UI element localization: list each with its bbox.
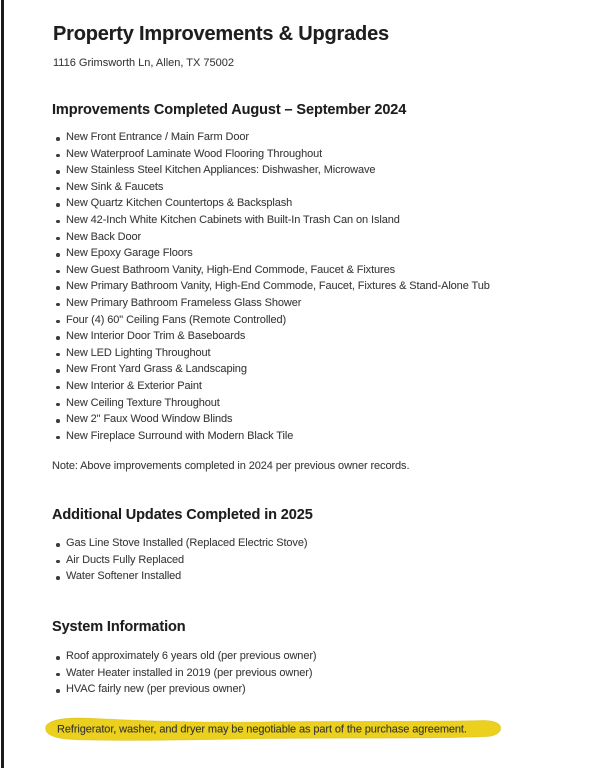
list-item: New Guest Bathroom Vanity, High-End Commode, Faucet & Fixtures [52,262,490,279]
list-item: New Back Door [52,229,490,246]
list-item: Air Ducts Fully Replaced [52,552,307,569]
property-address: 1116 Grimsworth Ln, Allen, TX 75002 [53,57,234,69]
list-item: New Stainless Steel Kitchen Appliances: Dishwasher, Microwave [52,162,490,179]
list-item: New Ceiling Texture Throughout [52,395,490,412]
list-item: New Primary Bathroom Vanity, High-End Commode, Faucet, Fixtures & Stand-Alone Tub [52,278,490,295]
list-item: New Quartz Kitchen Countertops & Backsplash [52,195,490,212]
list-item: Roof approximately 6 years old (per previous owner) [52,648,316,665]
system-information-list [52,648,316,698]
document-title: Property Improvements & Upgrades [53,23,389,45]
list-item: New Interior Door Trim & Baseboards [52,328,490,345]
list-item: New Front Yard Grass & Landscaping [52,361,490,378]
scan-page-edge-line [1,0,4,768]
section-heading-improvements-2024: Improvements Completed August – September 2024 [52,102,407,118]
list-item: New Interior & Exterior Paint [52,378,490,395]
list-item: New Fireplace Surround with Modern Black Tile [52,428,490,445]
list-item: Four (4) 60" Ceiling Fans (Remote Controlled) [52,312,490,329]
section-heading-updates-2025: Additional Updates Completed in 2025 [52,507,313,523]
list-item: Water Softener Installed [52,568,307,585]
updates-2025-list [52,535,307,585]
highlighted-note [40,715,506,743]
list-item: New Waterproof Laminate Wood Flooring Throughout [52,146,490,163]
list-item: Water Heater installed in 2019 (per previous owner) [52,665,316,682]
list-item: New 42-Inch White Kitchen Cabinets with Built-In Trash Can on Island [52,212,490,229]
list-item: New LED Lighting Throughout [52,345,490,362]
list-item: New Sink & Faucets [52,179,490,196]
list-item: New Front Entrance / Main Farm Door [52,129,490,146]
owner-records-note: Note: Above improvements completed in 2024 per previous owner records. [52,460,410,472]
section-heading-system-information: System Information [52,619,186,635]
improvements-2024-list [52,129,490,444]
list-item: Gas Line Stove Installed (Replaced Electric Stove) [52,535,307,552]
list-item: New Primary Bathroom Frameless Glass Shower [52,295,490,312]
highlight-text: Refrigerator, washer, and dryer may be negotiable as part of the purchase agreement. [57,723,467,736]
list-item: New Epoxy Garage Floors [52,245,490,262]
list-item: HVAC fairly new (per previous owner) [52,681,316,698]
list-item: New 2" Faux Wood Window Blinds [52,411,490,428]
